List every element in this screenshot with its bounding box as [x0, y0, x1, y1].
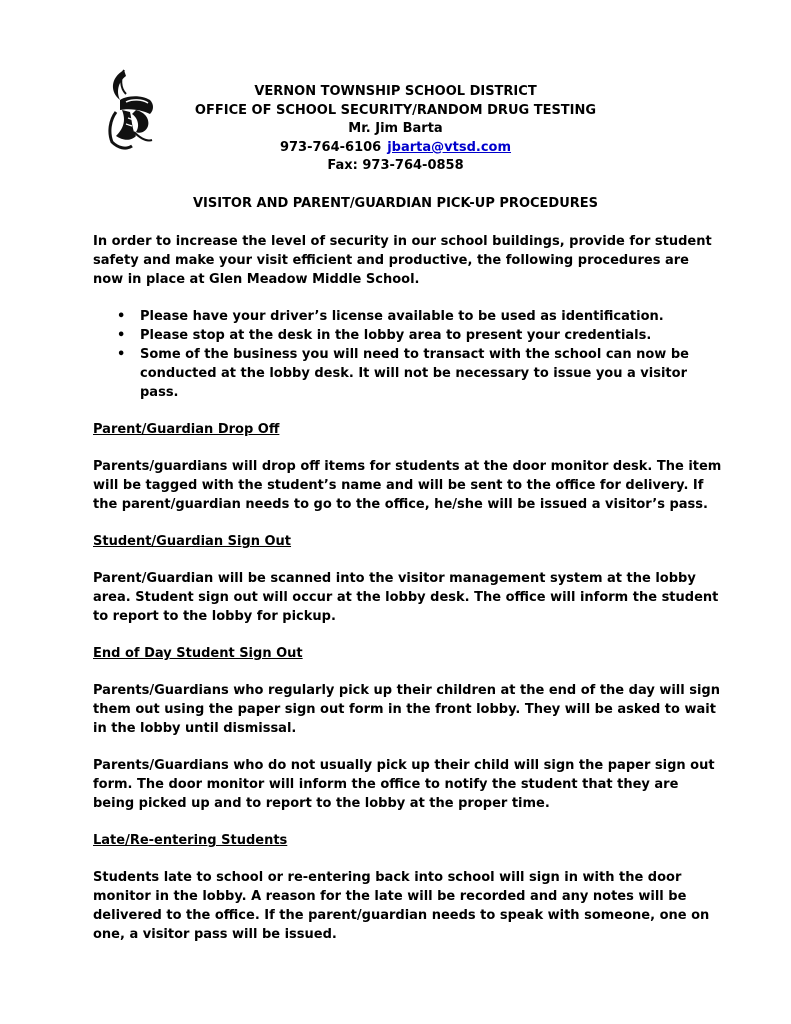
document-title: VISITOR AND PARENT/GUARDIAN PICK-UP PROCEDURES [192, 196, 599, 211]
procedure-list [93, 307, 723, 402]
section-heading-drop-off: Parent/Guardian Drop Off [93, 422, 280, 437]
drop-off-paragraph: Parents/guardians will drop off items for students at the door monitor desk. The item will be tagged with the student’s name and will be sent to the office for delivery. If the parent/guardian needs to go to the office, he/she will be issued a visitor’s pass. [93, 459, 722, 512]
section-heading-end-of-day: End of Day Student Sign Out [93, 646, 303, 661]
email-link[interactable]: jbarta@vtsd.com [387, 139, 512, 155]
letterhead [0, 83, 791, 176]
phone-number: 973-764-6106 [279, 139, 382, 155]
intro-paragraph: In order to increase the level of security in our school buildings, provide for student safety and make your visit efficient and productive, the following procedures are now in place at Glen Meadow Middle School. [93, 234, 712, 287]
section-heading-sign-out: Student/Guardian Sign Out [93, 534, 292, 549]
late-paragraph: Students late to school or re-entering back into school will sign in with the door monitor in the lobby. A reason for the late will be recorded and any notes will be delivered to the office. If the parent/guardian needs to speak with someone, one on one, a visitor pass will be issued. [93, 870, 710, 942]
document-body [93, 232, 723, 962]
list-item: • Please stop at the desk in the lobby area to present your credentials. [93, 326, 723, 345]
contact-line [0, 139, 791, 158]
district-name: VERNON TOWNSHIP SCHOOL DISTRICT [254, 84, 537, 99]
sign-out-paragraph: Parent/Guardian will be scanned into the visitor management system at the lobby area. Student sign out will occur at the lobby desk. The office will inform the student to report to the lobby for pickup. [93, 571, 719, 624]
fax-number: Fax: 973-764-0858 [327, 158, 464, 174]
list-item: • Please have your driver’s license available to be used as identification. [93, 307, 723, 326]
section-heading-late: Late/Re-entering Students [93, 833, 288, 848]
end-of-day-paragraph-1: Parents/Guardians who regularly pick up their children at the end of the day will sign them out using the paper sign out form in the front lobby. They will be asked to wait in the lobby until dismissal. [93, 683, 720, 736]
end-of-day-paragraph-2: Parents/Guardians who do not usually pick up their child will sign the paper sign out form. The door monitor will inform the office to notify the student that they are being picked up and to report to the lobby at the proper time. [93, 758, 715, 811]
contact-name: Mr. Jim Barta [348, 121, 443, 137]
list-item: • Some of the business you will need to transact with the school can now be conducted at the lobby desk. It will not be necessary to issue you a visitor pass. [93, 345, 723, 402]
office-name: OFFICE OF SCHOOL SECURITY/RANDOM DRUG TESTING [194, 102, 597, 118]
